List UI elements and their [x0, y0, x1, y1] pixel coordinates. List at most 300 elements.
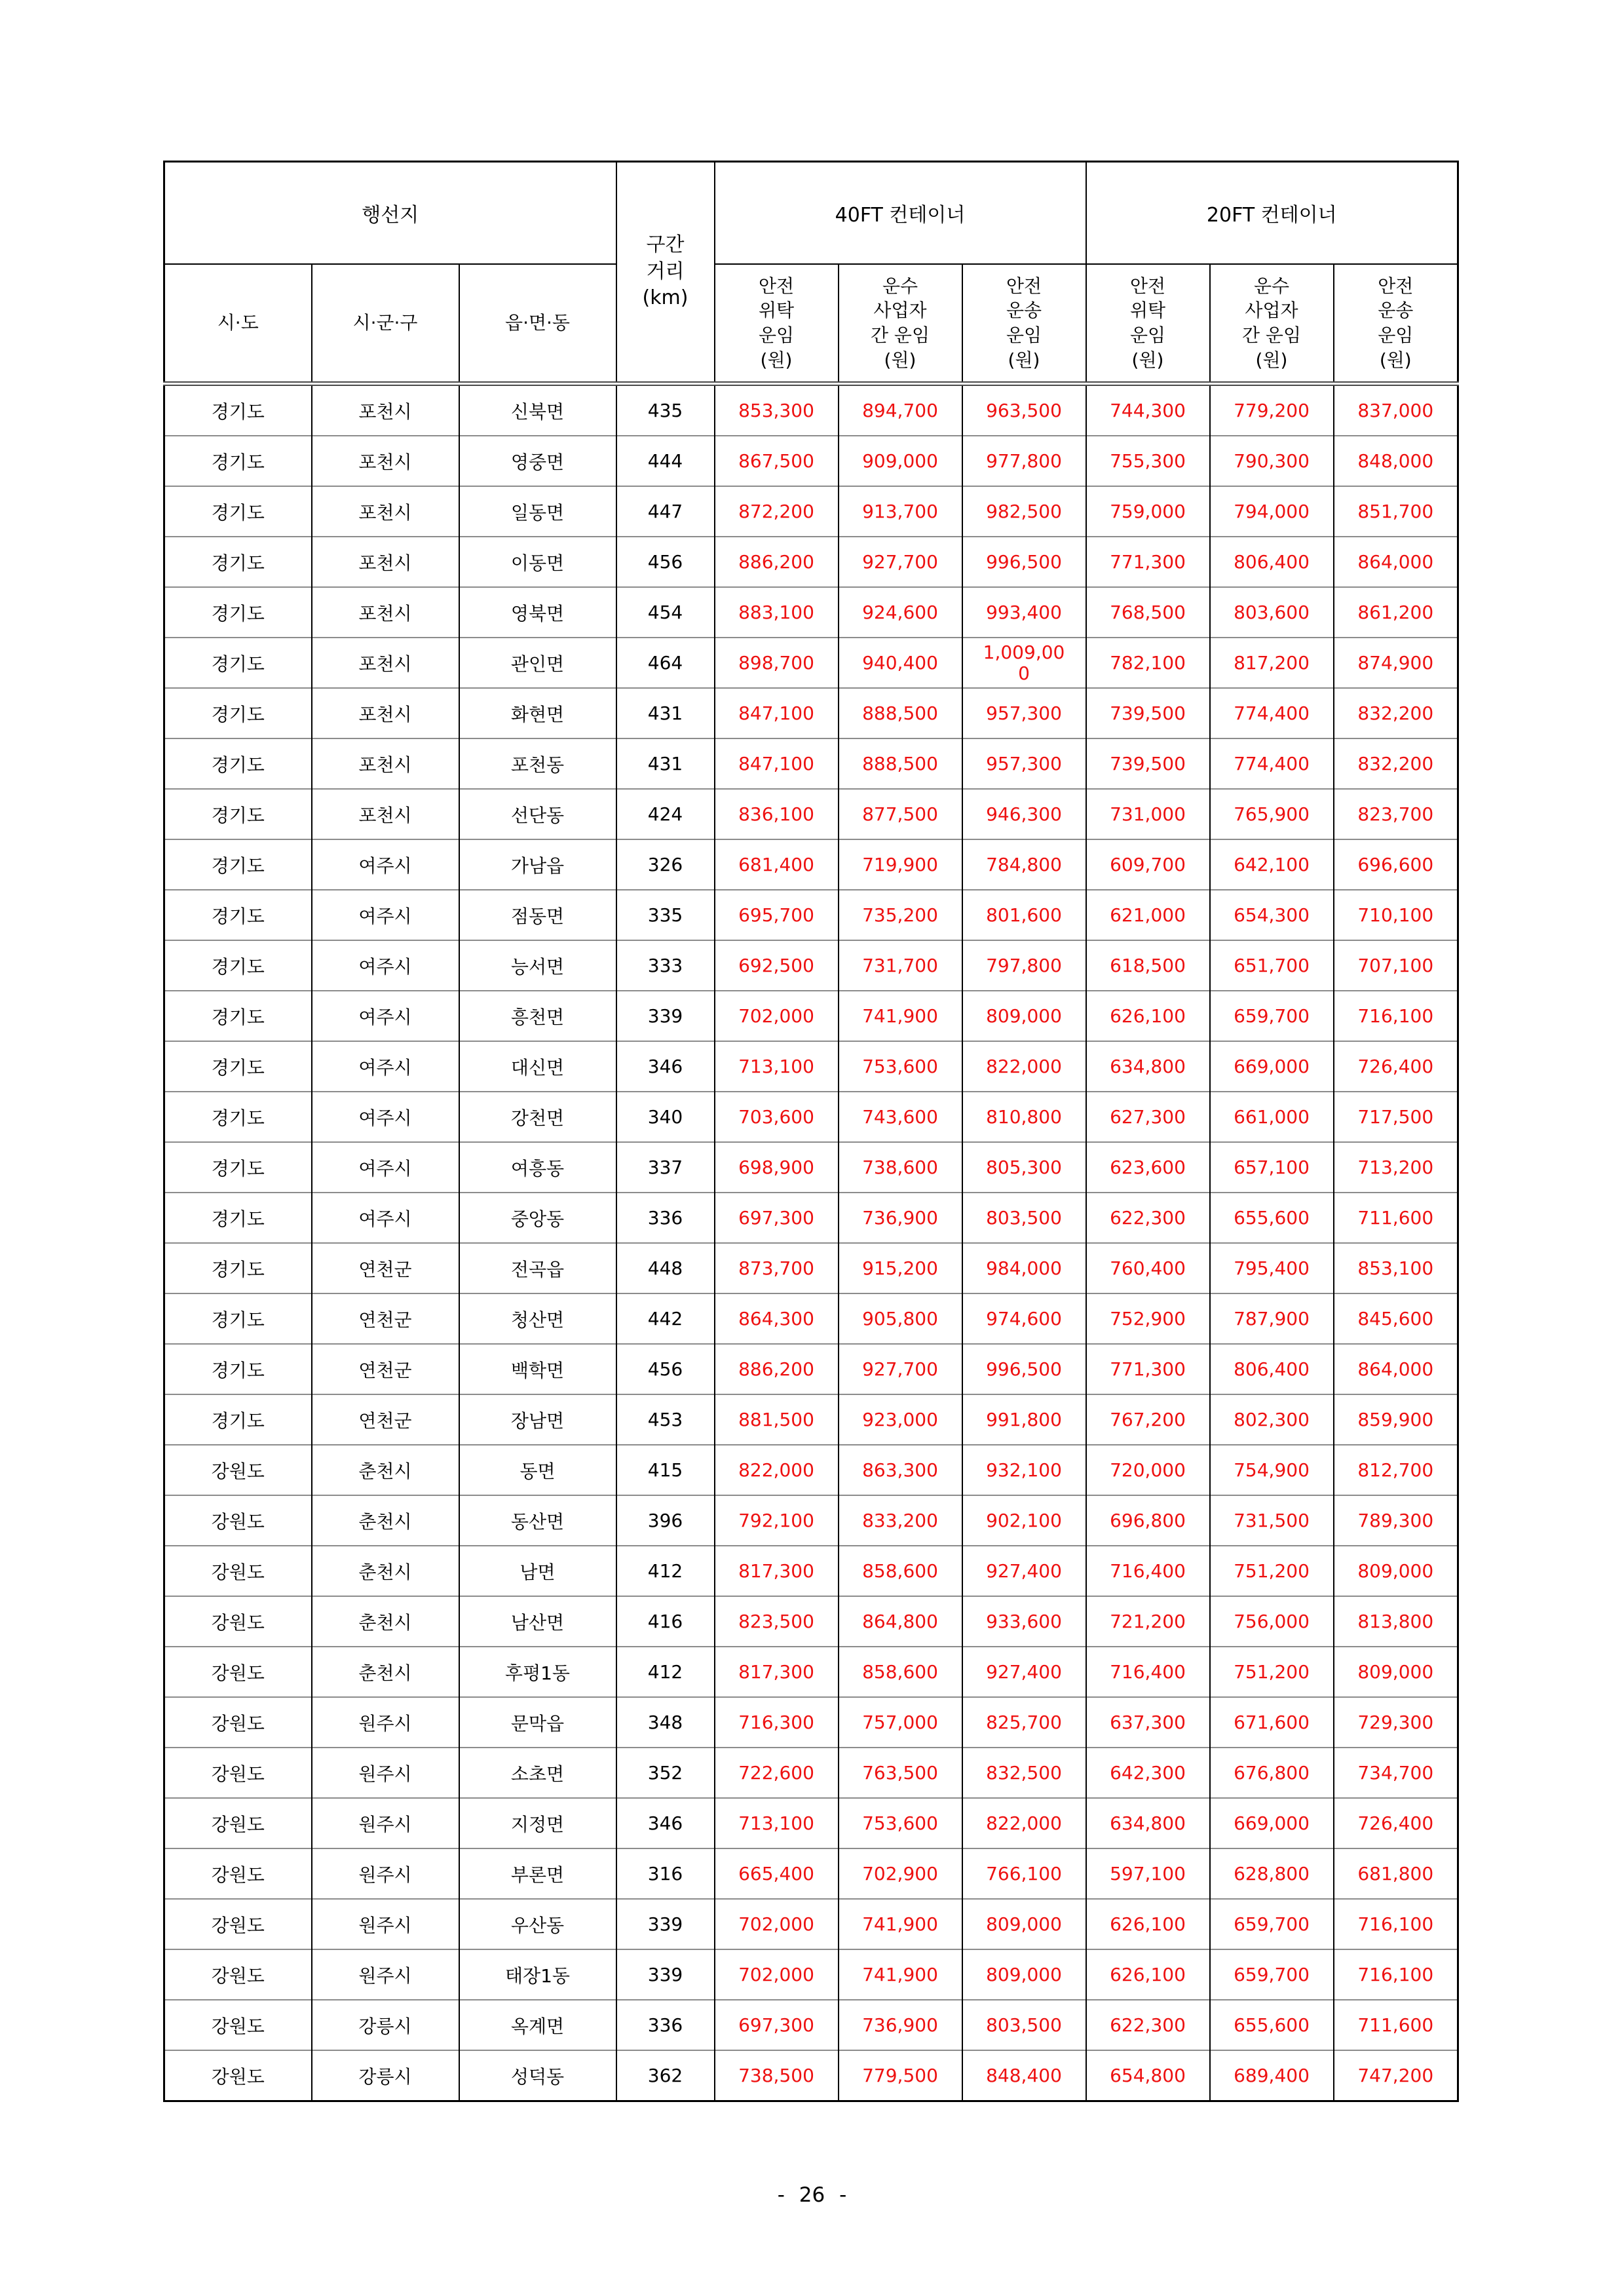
cell-sido: 경기도 [164, 688, 312, 738]
cell-sido: 강원도 [164, 1596, 312, 1647]
cell-distance: 435 [616, 384, 715, 436]
cell-20ft-carrier-fare: 806,400 [1210, 537, 1334, 587]
cell-20ft-carrier-fare: 659,700 [1210, 991, 1334, 1041]
cell-distance: 337 [616, 1142, 715, 1193]
cell-20ft-carrier-fare: 669,000 [1210, 1798, 1334, 1848]
cell-20ft-safe-transport-fare: 823,700 [1334, 789, 1458, 839]
cell-40ft-carrier-fare: 736,900 [839, 1193, 962, 1243]
cell-sido: 경기도 [164, 436, 312, 486]
cell-distance: 336 [616, 1193, 715, 1243]
cell-eupmyeondong: 남면 [459, 1546, 616, 1596]
cell-40ft-safe-transport-fare: 1,009,000 [962, 638, 1086, 688]
cell-40ft-carrier-fare: 924,600 [839, 587, 962, 638]
cell-40ft-safe-transport-fare: 927,400 [962, 1546, 1086, 1596]
cell-sigungu: 원주시 [312, 1748, 459, 1798]
cell-20ft-safe-consign-fare: 609,700 [1086, 839, 1210, 890]
cell-eupmyeondong: 우산동 [459, 1899, 616, 1949]
cell-40ft-safe-consign-fare: 864,300 [715, 1293, 839, 1344]
cell-eupmyeondong: 장남면 [459, 1394, 616, 1445]
cell-eupmyeondong: 동산면 [459, 1495, 616, 1546]
cell-40ft-carrier-fare: 738,600 [839, 1142, 962, 1193]
table-row [164, 384, 1458, 436]
table-row [164, 1748, 1458, 1798]
cell-40ft-carrier-fare: 741,900 [839, 1899, 962, 1949]
cell-eupmyeondong: 옥계면 [459, 2000, 616, 2050]
cell-20ft-carrier-fare: 655,600 [1210, 2000, 1334, 2050]
cell-20ft-safe-consign-fare: 622,300 [1086, 2000, 1210, 2050]
cell-20ft-safe-consign-fare: 716,400 [1086, 1647, 1210, 1697]
header-row-columns [164, 264, 1458, 384]
cell-sido: 경기도 [164, 1041, 312, 1092]
cell-sigungu: 연천군 [312, 1394, 459, 1445]
cell-20ft-safe-consign-fare: 642,300 [1086, 1748, 1210, 1798]
cell-sigungu: 포천시 [312, 738, 459, 789]
cell-sigungu: 원주시 [312, 1949, 459, 2000]
cell-sigungu: 포천시 [312, 436, 459, 486]
cell-20ft-safe-consign-fare: 626,100 [1086, 1899, 1210, 1949]
cell-distance: 453 [616, 1394, 715, 1445]
header-40ft-safe-consign-fare: 안전 위탁 운임 (원) [715, 264, 839, 384]
cell-distance: 447 [616, 486, 715, 537]
cell-40ft-carrier-fare: 702,900 [839, 1848, 962, 1899]
cell-sido: 강원도 [164, 1546, 312, 1596]
cell-20ft-safe-transport-fare: 853,100 [1334, 1243, 1458, 1293]
header-20ft-safe-transport-fare: 안전 운송 운임 (원) [1334, 264, 1458, 384]
cell-40ft-safe-transport-fare: 946,300 [962, 789, 1086, 839]
cell-40ft-carrier-fare: 757,000 [839, 1697, 962, 1748]
cell-20ft-carrier-fare: 795,400 [1210, 1243, 1334, 1293]
cell-eupmyeondong: 능서면 [459, 940, 616, 991]
cell-20ft-safe-consign-fare: 739,500 [1086, 738, 1210, 789]
cell-sido: 경기도 [164, 789, 312, 839]
header-row-groups [164, 162, 1458, 265]
cell-20ft-carrier-fare: 671,600 [1210, 1697, 1334, 1748]
cell-eupmyeondong: 포천동 [459, 738, 616, 789]
cell-20ft-safe-consign-fare: 760,400 [1086, 1243, 1210, 1293]
cell-40ft-safe-consign-fare: 716,300 [715, 1697, 839, 1748]
cell-40ft-safe-transport-fare: 797,800 [962, 940, 1086, 991]
cell-20ft-safe-transport-fare: 716,100 [1334, 991, 1458, 1041]
cell-40ft-safe-transport-fare: 809,000 [962, 991, 1086, 1041]
cell-40ft-carrier-fare: 719,900 [839, 839, 962, 890]
cell-sido: 강원도 [164, 1748, 312, 1798]
cell-20ft-carrier-fare: 765,900 [1210, 789, 1334, 839]
cell-sido: 경기도 [164, 1092, 312, 1142]
cell-40ft-safe-consign-fare: 702,000 [715, 1949, 839, 2000]
cell-distance: 348 [616, 1697, 715, 1748]
cell-40ft-carrier-fare: 731,700 [839, 940, 962, 991]
cell-distance: 396 [616, 1495, 715, 1546]
cell-40ft-safe-transport-fare: 825,700 [962, 1697, 1086, 1748]
cell-20ft-carrier-fare: 774,400 [1210, 688, 1334, 738]
cell-20ft-safe-transport-fare: 696,600 [1334, 839, 1458, 890]
cell-sido: 경기도 [164, 940, 312, 991]
cell-20ft-carrier-fare: 654,300 [1210, 890, 1334, 940]
cell-distance: 333 [616, 940, 715, 991]
cell-20ft-safe-consign-fare: 771,300 [1086, 1344, 1210, 1394]
cell-sido: 강원도 [164, 1495, 312, 1546]
cell-20ft-safe-consign-fare: 739,500 [1086, 688, 1210, 738]
cell-20ft-safe-transport-fare: 864,000 [1334, 1344, 1458, 1394]
table-row [164, 1647, 1458, 1697]
cell-20ft-carrier-fare: 657,100 [1210, 1142, 1334, 1193]
cell-40ft-safe-transport-fare: 803,500 [962, 2000, 1086, 2050]
cell-40ft-safe-consign-fare: 695,700 [715, 890, 839, 940]
cell-20ft-safe-transport-fare: 726,400 [1334, 1798, 1458, 1848]
cell-20ft-safe-transport-fare: 874,900 [1334, 638, 1458, 688]
cell-distance: 415 [616, 1445, 715, 1495]
cell-20ft-carrier-fare: 756,000 [1210, 1596, 1334, 1647]
cell-20ft-safe-transport-fare: 845,600 [1334, 1293, 1458, 1344]
cell-sigungu: 여주시 [312, 890, 459, 940]
cell-distance: 431 [616, 738, 715, 789]
table-row [164, 1193, 1458, 1243]
cell-20ft-safe-consign-fare: 767,200 [1086, 1394, 1210, 1445]
cell-sigungu: 여주시 [312, 940, 459, 991]
cell-40ft-safe-transport-fare: 902,100 [962, 1495, 1086, 1546]
cell-20ft-carrier-fare: 806,400 [1210, 1344, 1334, 1394]
cell-20ft-carrier-fare: 651,700 [1210, 940, 1334, 991]
cell-20ft-safe-transport-fare: 716,100 [1334, 1899, 1458, 1949]
cell-40ft-carrier-fare: 753,600 [839, 1798, 962, 1848]
cell-20ft-safe-transport-fare: 729,300 [1334, 1697, 1458, 1748]
cell-40ft-safe-consign-fare: 681,400 [715, 839, 839, 890]
cell-40ft-carrier-fare: 741,900 [839, 1949, 962, 2000]
header-sido: 시·도 [164, 264, 312, 384]
cell-20ft-safe-consign-fare: 768,500 [1086, 587, 1210, 638]
cell-sigungu: 춘천시 [312, 1445, 459, 1495]
cell-40ft-safe-consign-fare: 697,300 [715, 1193, 839, 1243]
cell-sigungu: 여주시 [312, 1193, 459, 1243]
cell-40ft-carrier-fare: 905,800 [839, 1293, 962, 1344]
cell-sido: 경기도 [164, 537, 312, 587]
cell-20ft-safe-consign-fare: 597,100 [1086, 1848, 1210, 1899]
cell-sigungu: 연천군 [312, 1243, 459, 1293]
cell-sigungu: 여주시 [312, 1142, 459, 1193]
table-row [164, 1546, 1458, 1596]
cell-sigungu: 포천시 [312, 688, 459, 738]
cell-20ft-safe-consign-fare: 716,400 [1086, 1546, 1210, 1596]
cell-eupmyeondong: 일동면 [459, 486, 616, 537]
cell-40ft-safe-consign-fare: 702,000 [715, 1899, 839, 1949]
cell-sido: 강원도 [164, 2000, 312, 2050]
cell-20ft-safe-consign-fare: 752,900 [1086, 1293, 1210, 1344]
cell-sido: 경기도 [164, 486, 312, 537]
cell-distance: 346 [616, 1798, 715, 1848]
cell-eupmyeondong: 영북면 [459, 587, 616, 638]
cell-sigungu: 춘천시 [312, 1596, 459, 1647]
cell-sigungu: 연천군 [312, 1344, 459, 1394]
cell-sigungu: 강릉시 [312, 2050, 459, 2101]
cell-20ft-safe-transport-fare: 864,000 [1334, 537, 1458, 587]
cell-distance: 326 [616, 839, 715, 890]
cell-20ft-safe-consign-fare: 755,300 [1086, 436, 1210, 486]
cell-40ft-safe-transport-fare: 803,500 [962, 1193, 1086, 1243]
cell-20ft-safe-consign-fare: 731,000 [1086, 789, 1210, 839]
cell-20ft-carrier-fare: 774,400 [1210, 738, 1334, 789]
cell-20ft-carrier-fare: 817,200 [1210, 638, 1334, 688]
cell-sigungu: 여주시 [312, 991, 459, 1041]
cell-20ft-safe-transport-fare: 809,000 [1334, 1647, 1458, 1697]
cell-eupmyeondong: 문막읍 [459, 1697, 616, 1748]
cell-40ft-safe-transport-fare: 984,000 [962, 1243, 1086, 1293]
cell-40ft-safe-consign-fare: 872,200 [715, 486, 839, 537]
cell-20ft-carrier-fare: 794,000 [1210, 486, 1334, 537]
header-20ft-safe-consign-fare: 안전 위탁 운임 (원) [1086, 264, 1210, 384]
cell-20ft-safe-transport-fare: 681,800 [1334, 1848, 1458, 1899]
cell-sido: 경기도 [164, 587, 312, 638]
cell-20ft-safe-transport-fare: 789,300 [1334, 1495, 1458, 1546]
cell-40ft-safe-consign-fare: 698,900 [715, 1142, 839, 1193]
cell-eupmyeondong: 여흥동 [459, 1142, 616, 1193]
cell-distance: 346 [616, 1041, 715, 1092]
cell-20ft-safe-consign-fare: 771,300 [1086, 537, 1210, 587]
cell-20ft-safe-consign-fare: 637,300 [1086, 1697, 1210, 1748]
cell-eupmyeondong: 선단동 [459, 789, 616, 839]
cell-40ft-safe-consign-fare: 817,300 [715, 1546, 839, 1596]
cell-sido: 경기도 [164, 991, 312, 1041]
cell-40ft-carrier-fare: 736,900 [839, 2000, 962, 2050]
cell-20ft-carrier-fare: 642,100 [1210, 839, 1334, 890]
cell-20ft-carrier-fare: 751,200 [1210, 1647, 1334, 1697]
cell-20ft-carrier-fare: 669,000 [1210, 1041, 1334, 1092]
cell-20ft-safe-transport-fare: 707,100 [1334, 940, 1458, 991]
cell-sigungu: 강릉시 [312, 2000, 459, 2050]
cell-40ft-safe-consign-fare: 886,200 [715, 537, 839, 587]
table-row [164, 789, 1458, 839]
cell-40ft-carrier-fare: 741,900 [839, 991, 962, 1041]
cell-40ft-safe-transport-fare: 993,400 [962, 587, 1086, 638]
cell-20ft-carrier-fare: 676,800 [1210, 1748, 1334, 1798]
header-destination: 행선지 [164, 162, 616, 265]
cell-sido: 강원도 [164, 1949, 312, 2000]
cell-distance: 335 [616, 890, 715, 940]
cell-eupmyeondong: 청산면 [459, 1293, 616, 1344]
table-row [164, 1243, 1458, 1293]
header-sigungu: 시·군·구 [312, 264, 459, 384]
cell-sigungu: 원주시 [312, 1697, 459, 1748]
table-row [164, 991, 1458, 1041]
cell-40ft-carrier-fare: 743,600 [839, 1092, 962, 1142]
cell-40ft-safe-consign-fare: 738,500 [715, 2050, 839, 2101]
cell-40ft-carrier-fare: 735,200 [839, 890, 962, 940]
cell-40ft-safe-consign-fare: 817,300 [715, 1647, 839, 1697]
cell-20ft-safe-consign-fare: 720,000 [1086, 1445, 1210, 1495]
cell-eupmyeondong: 대신면 [459, 1041, 616, 1092]
cell-20ft-carrier-fare: 661,000 [1210, 1092, 1334, 1142]
cell-40ft-carrier-fare: 927,700 [839, 537, 962, 587]
cell-40ft-safe-transport-fare: 996,500 [962, 1344, 1086, 1394]
cell-eupmyeondong: 소초면 [459, 1748, 616, 1798]
cell-20ft-safe-consign-fare: 744,300 [1086, 384, 1210, 436]
table-body [164, 384, 1458, 2101]
cell-20ft-carrier-fare: 655,600 [1210, 1193, 1334, 1243]
table-row [164, 1899, 1458, 1949]
cell-40ft-safe-consign-fare: 873,700 [715, 1243, 839, 1293]
cell-sigungu: 포천시 [312, 587, 459, 638]
header-20ft-container: 20FT 컨테이너 [1086, 162, 1458, 265]
cell-40ft-safe-consign-fare: 881,500 [715, 1394, 839, 1445]
cell-20ft-carrier-fare: 802,300 [1210, 1394, 1334, 1445]
cell-40ft-safe-transport-fare: 933,600 [962, 1596, 1086, 1647]
cell-20ft-safe-transport-fare: 812,700 [1334, 1445, 1458, 1495]
cell-40ft-safe-transport-fare: 977,800 [962, 436, 1086, 486]
cell-eupmyeondong: 화현면 [459, 688, 616, 738]
cell-20ft-safe-consign-fare: 622,300 [1086, 1193, 1210, 1243]
cell-40ft-safe-transport-fare: 809,000 [962, 1949, 1086, 2000]
cell-40ft-safe-transport-fare: 963,500 [962, 384, 1086, 436]
cell-sigungu: 포천시 [312, 486, 459, 537]
cell-20ft-safe-transport-fare: 747,200 [1334, 2050, 1458, 2101]
cell-40ft-carrier-fare: 779,500 [839, 2050, 962, 2101]
cell-40ft-safe-transport-fare: 957,300 [962, 738, 1086, 789]
cell-40ft-carrier-fare: 915,200 [839, 1243, 962, 1293]
cell-distance: 448 [616, 1243, 715, 1293]
cell-sigungu: 포천시 [312, 638, 459, 688]
cell-sido: 경기도 [164, 384, 312, 436]
cell-eupmyeondong: 영중면 [459, 436, 616, 486]
cell-40ft-safe-transport-fare: 805,300 [962, 1142, 1086, 1193]
cell-20ft-carrier-fare: 659,700 [1210, 1949, 1334, 2000]
cell-distance: 316 [616, 1848, 715, 1899]
header-distance: 구간 거리 (km) [616, 162, 715, 384]
cell-20ft-carrier-fare: 790,300 [1210, 436, 1334, 486]
cell-40ft-carrier-fare: 753,600 [839, 1041, 962, 1092]
cell-eupmyeondong: 태장1동 [459, 1949, 616, 2000]
cell-20ft-carrier-fare: 689,400 [1210, 2050, 1334, 2101]
cell-20ft-carrier-fare: 787,900 [1210, 1293, 1334, 1344]
cell-sido: 경기도 [164, 1344, 312, 1394]
table-row [164, 1596, 1458, 1647]
cell-40ft-carrier-fare: 923,000 [839, 1394, 962, 1445]
table-row [164, 1697, 1458, 1748]
cell-distance: 456 [616, 1344, 715, 1394]
table-row [164, 638, 1458, 688]
cell-40ft-safe-consign-fare: 713,100 [715, 1041, 839, 1092]
cell-20ft-carrier-fare: 779,200 [1210, 384, 1334, 436]
cell-20ft-safe-transport-fare: 837,000 [1334, 384, 1458, 436]
cell-sido: 강원도 [164, 1697, 312, 1748]
cell-40ft-carrier-fare: 940,400 [839, 638, 962, 688]
cell-eupmyeondong: 백학면 [459, 1344, 616, 1394]
cell-sigungu: 여주시 [312, 1041, 459, 1092]
cell-40ft-safe-transport-fare: 822,000 [962, 1798, 1086, 1848]
table-row [164, 688, 1458, 738]
cell-eupmyeondong: 중앙동 [459, 1193, 616, 1243]
cell-distance: 444 [616, 436, 715, 486]
cell-sigungu: 원주시 [312, 1899, 459, 1949]
cell-sigungu: 원주시 [312, 1848, 459, 1899]
cell-20ft-carrier-fare: 628,800 [1210, 1848, 1334, 1899]
cell-distance: 339 [616, 991, 715, 1041]
cell-sigungu: 여주시 [312, 839, 459, 890]
cell-20ft-safe-transport-fare: 716,100 [1334, 1949, 1458, 2000]
cell-20ft-safe-consign-fare: 634,800 [1086, 1041, 1210, 1092]
cell-sido: 경기도 [164, 1394, 312, 1445]
cell-distance: 442 [616, 1293, 715, 1344]
cell-40ft-safe-transport-fare: 801,600 [962, 890, 1086, 940]
cell-40ft-safe-consign-fare: 853,300 [715, 384, 839, 436]
cell-20ft-safe-transport-fare: 713,200 [1334, 1142, 1458, 1193]
cell-sigungu: 여주시 [312, 1092, 459, 1142]
cell-20ft-safe-transport-fare: 832,200 [1334, 738, 1458, 789]
cell-distance: 424 [616, 789, 715, 839]
cell-sido: 경기도 [164, 638, 312, 688]
cell-40ft-safe-transport-fare: 927,400 [962, 1647, 1086, 1697]
cell-20ft-safe-transport-fare: 717,500 [1334, 1092, 1458, 1142]
cell-sigungu: 포천시 [312, 384, 459, 436]
cell-40ft-safe-transport-fare: 784,800 [962, 839, 1086, 890]
cell-sido: 경기도 [164, 890, 312, 940]
cell-40ft-safe-consign-fare: 823,500 [715, 1596, 839, 1647]
cell-40ft-carrier-fare: 888,500 [839, 738, 962, 789]
cell-20ft-carrier-fare: 659,700 [1210, 1899, 1334, 1949]
cell-40ft-carrier-fare: 877,500 [839, 789, 962, 839]
table-row [164, 1041, 1458, 1092]
table-row [164, 587, 1458, 638]
cell-distance: 339 [616, 1949, 715, 2000]
cell-40ft-safe-consign-fare: 886,200 [715, 1344, 839, 1394]
cell-40ft-safe-consign-fare: 883,100 [715, 587, 839, 638]
cell-distance: 362 [616, 2050, 715, 2101]
cell-20ft-safe-consign-fare: 696,800 [1086, 1495, 1210, 1546]
header-20ft-carrier-fare: 운수 사업자 간 운임 (원) [1210, 264, 1334, 384]
header-40ft-container: 40FT 컨테이너 [715, 162, 1086, 265]
cell-distance: 412 [616, 1647, 715, 1697]
cell-distance: 339 [616, 1899, 715, 1949]
cell-20ft-safe-consign-fare: 782,100 [1086, 638, 1210, 688]
cell-distance: 456 [616, 537, 715, 587]
cell-sido: 강원도 [164, 1647, 312, 1697]
cell-distance: 412 [616, 1546, 715, 1596]
header-40ft-safe-transport-fare: 안전 운송 운임 (원) [962, 264, 1086, 384]
cell-40ft-safe-transport-fare: 957,300 [962, 688, 1086, 738]
cell-eupmyeondong: 동면 [459, 1445, 616, 1495]
cell-40ft-safe-transport-fare: 766,100 [962, 1848, 1086, 1899]
cell-40ft-safe-transport-fare: 932,100 [962, 1445, 1086, 1495]
cell-20ft-safe-transport-fare: 832,200 [1334, 688, 1458, 738]
cell-eupmyeondong: 전곡읍 [459, 1243, 616, 1293]
cell-eupmyeondong: 가남읍 [459, 839, 616, 890]
table-row [164, 890, 1458, 940]
cell-40ft-carrier-fare: 927,700 [839, 1344, 962, 1394]
cell-40ft-carrier-fare: 913,700 [839, 486, 962, 537]
cell-sido: 경기도 [164, 839, 312, 890]
table-row [164, 2000, 1458, 2050]
cell-sido: 강원도 [164, 2050, 312, 2101]
cell-40ft-safe-transport-fare: 991,800 [962, 1394, 1086, 1445]
cell-40ft-safe-consign-fare: 702,000 [715, 991, 839, 1041]
cell-40ft-carrier-fare: 909,000 [839, 436, 962, 486]
cell-40ft-carrier-fare: 858,600 [839, 1546, 962, 1596]
table-row [164, 1092, 1458, 1142]
cell-distance: 352 [616, 1748, 715, 1798]
cell-40ft-carrier-fare: 863,300 [839, 1445, 962, 1495]
cell-40ft-safe-transport-fare: 982,500 [962, 486, 1086, 537]
cell-40ft-carrier-fare: 858,600 [839, 1647, 962, 1697]
cell-20ft-safe-consign-fare: 721,200 [1086, 1596, 1210, 1647]
cell-40ft-safe-transport-fare: 832,500 [962, 1748, 1086, 1798]
table-row [164, 1293, 1458, 1344]
cell-distance: 431 [616, 688, 715, 738]
cell-eupmyeondong: 흥천면 [459, 991, 616, 1041]
table-row [164, 2050, 1458, 2101]
cell-40ft-safe-consign-fare: 867,500 [715, 436, 839, 486]
cell-40ft-safe-consign-fare: 692,500 [715, 940, 839, 991]
table-row [164, 1949, 1458, 2000]
cell-40ft-safe-consign-fare: 665,400 [715, 1848, 839, 1899]
cell-20ft-safe-transport-fare: 861,200 [1334, 587, 1458, 638]
